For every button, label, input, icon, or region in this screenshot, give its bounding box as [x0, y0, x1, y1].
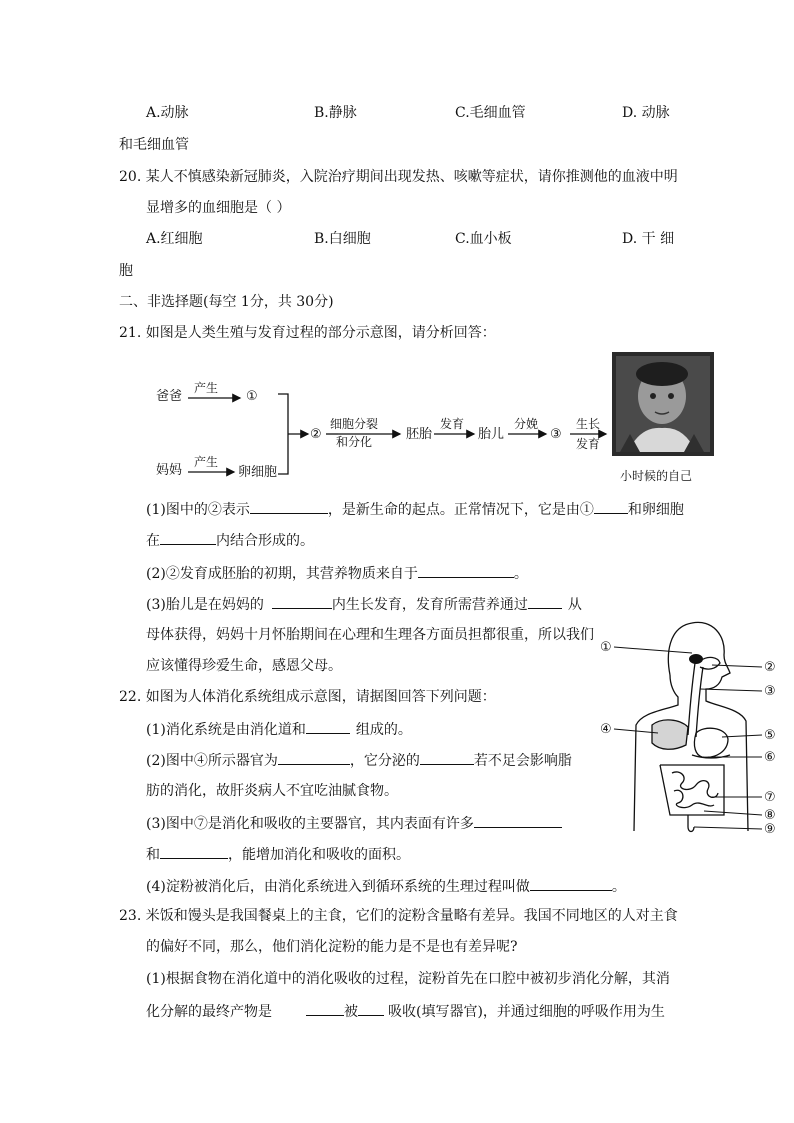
q21-blank-6[interactable]	[528, 594, 562, 609]
fetus-label: 胎儿	[478, 427, 505, 442]
produce-label-1: 产生	[194, 381, 219, 395]
q21-sub1-text-c: 和卵细胞	[627, 502, 684, 518]
q21-stem: 21. 如图是人类生殖与发育过程的部分示意图，请分析回答：	[119, 325, 496, 341]
q22-sub3-text-c: ，能增加消化和吸收的面积。	[228, 847, 410, 863]
q22-blank-1[interactable]	[306, 719, 350, 734]
q20-option-b: B.白细胞	[314, 231, 371, 247]
q22-blank-4[interactable]	[474, 813, 562, 828]
q19-option-c: C.毛细血管	[455, 105, 526, 121]
organ-label-3: ③	[764, 684, 776, 699]
organ-label-9: ⑨	[764, 822, 776, 837]
q23-blank-2[interactable]	[358, 1001, 384, 1016]
q19-option-a: A.动脉	[146, 105, 189, 121]
embryo-label: 胚胎	[406, 427, 433, 442]
q21-blank-5[interactable]	[272, 594, 332, 609]
circle-2: ②	[310, 427, 322, 442]
q22-sub1-text-a: (1)消化系统是由消化道和	[146, 722, 306, 738]
q20-option-d-cont: 胞	[119, 263, 133, 279]
organ-label-4: ④	[600, 722, 612, 737]
q22-blank-2[interactable]	[278, 750, 350, 765]
q21-blank-2[interactable]	[594, 499, 628, 514]
q19-option-b: B.静脉	[314, 105, 357, 121]
grow-label: 生长	[576, 417, 601, 431]
q21-blank-4[interactable]	[418, 563, 514, 578]
q22-sub3-line2	[146, 844, 410, 864]
q22-sub3-text-a: (3)图中⑦是消化和吸收的主要器官，其内表面有许多	[146, 816, 474, 832]
section-heading: 二、非选择题(每空 1分，共 30分)	[119, 294, 334, 310]
q22-sub1	[146, 719, 412, 739]
q21-blank-1[interactable]	[250, 499, 328, 514]
q21-sub3-text-b: 内生长发育，发育所需营养通过	[331, 597, 528, 613]
q22-sub4-text-a: (4)淀粉被消化后，由消化系统进入到循环系统的生理过程叫做	[146, 879, 530, 895]
q19-option-d: D. 动脉	[622, 105, 670, 121]
q19-option-d-cont: 和毛细血管	[119, 137, 189, 153]
develop-label: 发育	[440, 417, 465, 431]
q21-blank-3[interactable]	[160, 530, 216, 545]
q22-blank-6[interactable]	[530, 876, 612, 891]
egg-cell-label: 卵细胞	[238, 465, 278, 480]
circle-1: ①	[246, 389, 258, 404]
q21-sub3-line2: 母体获得，妈妈十月怀胎期间在心理和生理各方面员担都很重，所以我们	[146, 627, 594, 643]
q21-sub1-text-e: 内结合形成的。	[216, 533, 314, 549]
q20-stem-1: 20. 某人不慎感染新冠肺炎，入院治疗期间出现发热、咳嗽等症状，请你推测他的血液中明	[119, 169, 678, 185]
birth-label: 分娩	[514, 417, 539, 431]
q21-sub1-text-b: ，是新生命的起点。正常情况下，它是由①	[327, 502, 594, 518]
produce-label-2: 产生	[194, 455, 219, 469]
q22-blank-5[interactable]	[160, 844, 228, 859]
q20-option-a: A.红细胞	[146, 231, 203, 247]
digestive-system-diagram	[600, 615, 786, 840]
q21-sub1-text-d: 在	[146, 533, 160, 549]
q23-text-b: 被	[344, 1004, 358, 1020]
child-photo	[612, 352, 714, 456]
q22-sub4-text-b: 。	[611, 879, 626, 895]
q22-sub2-text-b: ，它分泌的	[349, 753, 420, 769]
q21-sub2-text-b: 。	[513, 566, 528, 582]
q23-blank-1[interactable]	[306, 1001, 344, 1016]
q21-sub2	[146, 563, 528, 583]
q23-text-a: 化分解的最终产物是	[146, 1004, 272, 1020]
q23-stem-2: 的偏好不同，那么，他们消化淀粉的能力是不是也有差异呢?	[146, 939, 518, 955]
organ-label-8: ⑧	[764, 808, 776, 823]
q20-option-c: C.血小板	[455, 231, 512, 247]
q23-stem-1: 23. 米饭和馒头是我国餐桌上的主食，它们的淀粉含量略有差异。我国不同地区的人对主食	[119, 908, 678, 924]
q21-sub1-text-a: (1)图中的②表示	[146, 502, 250, 518]
organ-label-5: ⑤	[764, 728, 776, 743]
q21-sub3-line1	[146, 594, 582, 614]
q21-sub1-line2	[146, 530, 314, 550]
q21-sub1-line1	[146, 499, 684, 519]
q21-sub3-text-a: (3)胎儿是在妈妈的	[146, 597, 264, 613]
organ-label-6: ⑥	[764, 750, 776, 765]
q22-sub4	[146, 876, 626, 896]
q22-sub3-line1	[146, 813, 562, 833]
develop-label-2: 发育	[576, 437, 601, 451]
q23-text-c: 吸收(填写器官)，并通过细胞的呼吸作用为生	[388, 1004, 665, 1020]
mom-label: 妈妈	[156, 463, 183, 478]
dad-label: 爸爸	[156, 389, 183, 404]
q22-sub2-line2: 肪的消化，故肝炎病人不宜吃油腻食物。	[146, 783, 398, 799]
q21-sub3-text-c: 从	[567, 597, 582, 613]
q22-blank-3[interactable]	[420, 750, 474, 765]
q22-stem: 22. 如图为人体消化系统组成示意图，请据图回答下列问题：	[119, 689, 496, 705]
q20-option-d: D. 干 细	[622, 231, 675, 247]
organ-label-7: ⑦	[764, 790, 776, 805]
q20-stem-2: 显增多的血细胞是（ ）	[146, 200, 291, 216]
reproduction-diagram	[150, 352, 720, 492]
q23-sub1-line1: (1)根据食物在消化道中的消化吸收的过程，淀粉首先在口腔中被初步消化分解，其消	[146, 971, 670, 987]
q23-sub1-line2	[146, 1001, 665, 1021]
q22-sub2-text-a: (2)图中④所示器官为	[146, 753, 278, 769]
q21-sub2-text-a: (2)②发育成胚胎的初期，其营养物质来自于	[146, 566, 418, 582]
organ-label-2: ②	[764, 660, 776, 675]
differentiation-label: 和分化	[336, 435, 373, 449]
cell-division-label: 细胞分裂	[330, 417, 379, 431]
q21-sub3-line3: 应该懂得珍爱生命，感恩父母。	[146, 658, 342, 674]
q22-sub3-text-b: 和	[146, 847, 160, 863]
q22-sub2-text-c: 若不足会影响脂	[473, 753, 572, 769]
q22-sub1-text-b: 组成的。	[355, 722, 412, 738]
circle-3: ③	[550, 427, 562, 442]
photo-caption: 小时候的自己	[620, 469, 693, 483]
q22-sub2-line1	[146, 750, 572, 770]
organ-label-1: ①	[600, 640, 612, 655]
